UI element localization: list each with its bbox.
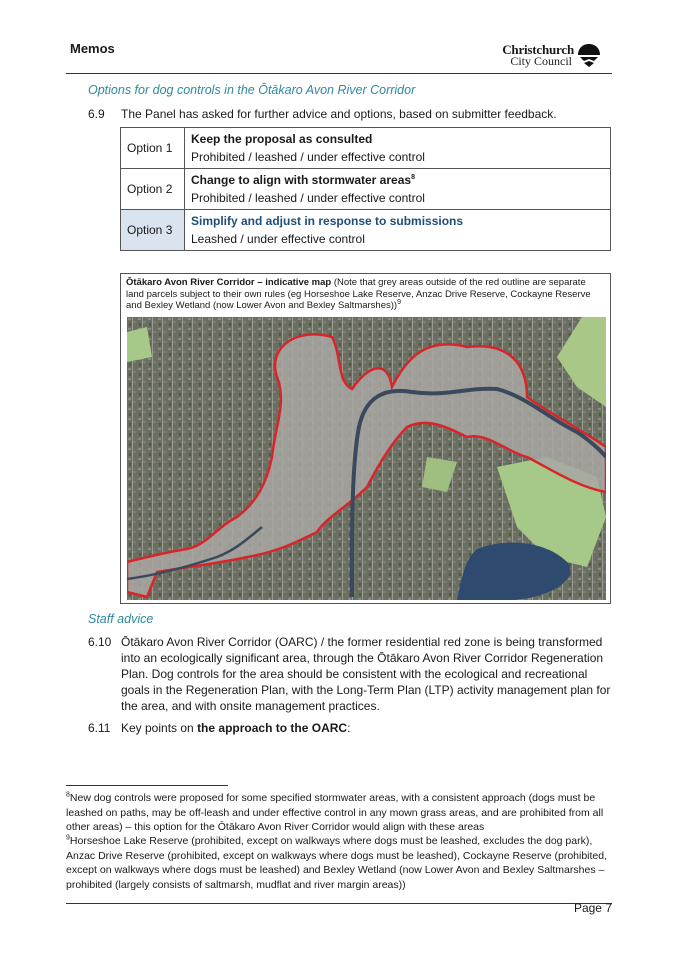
option-title-wrap xyxy=(191,171,604,189)
option-detail: Prohibited / leashed / under effective control xyxy=(191,191,425,205)
header-rule xyxy=(66,73,612,74)
map-caption-title: Ōtākaro Avon River Corridor – indicative map xyxy=(126,277,332,288)
map-caption xyxy=(126,277,604,312)
paragraph-text: Ōtākaro Avon River Corridor (OARC) / the former residential red zone is being transformed into an ecologically significant area, through the Ōtākaro Avon River Corridor Regeneration Plan. Dog controls for the area should be consistent with the ecological and recreational goals in the Regeneration Plan, with the Long-Term Plan (LTP) activity management plan for the area, and with onsite management practices. xyxy=(121,635,611,713)
table-row xyxy=(121,128,611,169)
aerial-map xyxy=(127,317,606,600)
option-detail: Prohibited / leashed / under effective control xyxy=(191,150,425,164)
paragraph-number: 6.10 xyxy=(88,635,112,649)
logo-text-line2: City Council xyxy=(510,54,572,68)
staff-advice-heading: Staff advice xyxy=(88,612,154,626)
page-number: Page 7 xyxy=(573,901,612,915)
map-figure xyxy=(120,273,611,604)
footer-rule xyxy=(66,903,612,904)
paragraph-text-post: : xyxy=(347,721,351,735)
option-title: Simplify and adjust in response to submissions xyxy=(191,214,464,228)
footnote-text: New dog controls were proposed for some specified stormwater areas, with a consistent approach (dogs must be leashed on paths, may be off-leash and under effective control in any mown grass areas, and are prohibited from all other areas) – this option for the Ōtākaro Avon River Corridor would align with these areas xyxy=(66,792,604,833)
footnote-text: Horseshoe Lake Reserve (prohibited, except on walkways where dogs must be leashed, excludes the dog park), Anzac Drive Reserve (prohibited, except on walkways where dogs must be leashed), Cockayne Reserve (prohibited, except on walkways where dogs must be leashed) and Bexley Wetland (now Lower Avon and Bexley Saltmarshes – prohibited (largely consists of saltmarsh, mudflat and river margin areas)) xyxy=(66,835,608,891)
footnote-ref-8[interactable]: 8 xyxy=(411,174,415,181)
paragraph-text: The Panel has asked for further advice and options, based on submitter feedback. xyxy=(121,107,557,121)
options-table xyxy=(120,127,611,251)
footnote-separator xyxy=(66,785,228,786)
table-row xyxy=(121,210,611,251)
paragraph-text-pre: Key points on xyxy=(121,721,198,735)
footnote-ref-9[interactable]: 9 xyxy=(397,298,401,306)
footnote-number: 8 xyxy=(66,791,70,799)
logo-text-line1: Christchurch xyxy=(502,42,574,57)
option-detail: Leashed / under effective control xyxy=(191,232,365,246)
option-title: Keep the proposal as consulted xyxy=(191,132,373,146)
option-label: Option 1 xyxy=(121,128,185,169)
paragraph-number: 6.11 xyxy=(88,721,111,735)
paragraph-number: 6.9 xyxy=(88,107,105,121)
option-label: Option 2 xyxy=(121,169,185,210)
option-label: Option 3 xyxy=(121,210,185,251)
footnote-8 xyxy=(66,791,612,835)
memo-header-title: Memos xyxy=(70,41,115,56)
footnote-number: 9 xyxy=(66,834,70,842)
option-cell xyxy=(185,210,611,251)
map-caption-note: (Note that grey areas outside of the red outline are separate land parcels subject to their own rules (eg Horseshoe Lake Reserve, Anzac Drive Reserve, Cockayne Reserve and Bexley Wetland (now Lower Avon and Bexley Saltmarshes)) xyxy=(126,277,591,311)
paragraph-text-bold: the approach to the OARC xyxy=(197,721,348,735)
footnote-9 xyxy=(66,834,612,892)
option-title: Change to align with stormwater areas xyxy=(191,173,412,187)
cathedral-emblem-icon xyxy=(576,42,602,68)
council-logo xyxy=(498,42,602,68)
option-cell xyxy=(185,169,611,210)
options-section-heading: Options for dog controls in the Ōtākaro Avon River Corridor xyxy=(88,83,416,97)
table-row xyxy=(121,169,611,210)
paragraph-text xyxy=(121,720,613,736)
option-cell xyxy=(185,128,611,169)
